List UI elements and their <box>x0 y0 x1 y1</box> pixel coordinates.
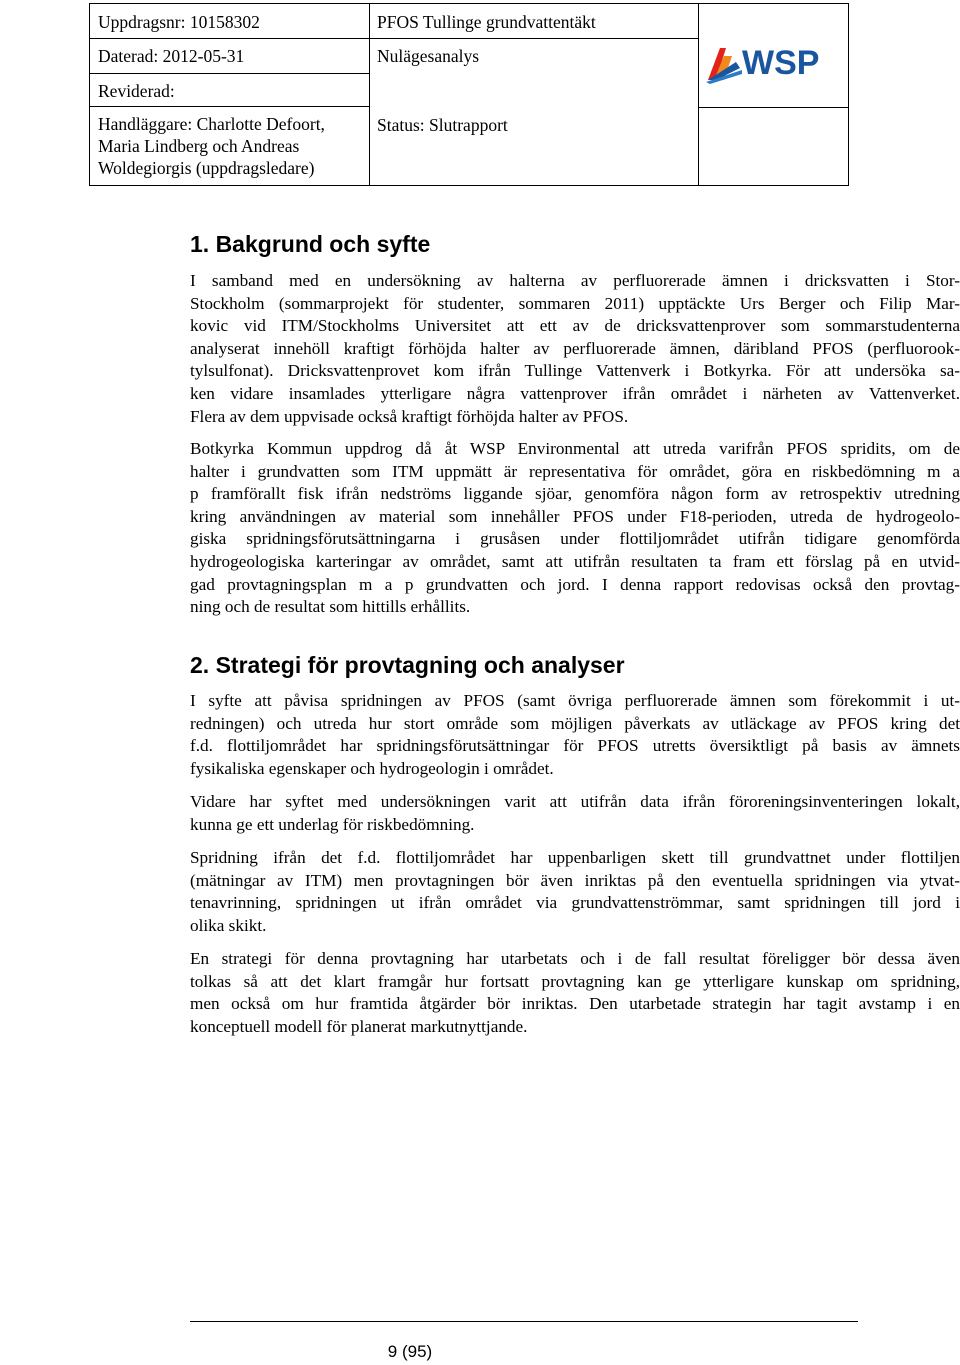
handlers <box>90 107 369 185</box>
text-line: Stockholm (sommarprojekt för studenter, sommaren 2011) upptäckte Urs Berger och Filip Mar- <box>190 293 960 313</box>
text-line: gad provtagningsplan m a p grundvatten och jord. I denna rapport redovisas också den provtag- <box>190 574 960 594</box>
text-line: Flera av dem uppvisade också kraftigt förhöjda halter av PFOS. <box>190 406 629 426</box>
text-line: En strategi för denna provtagning har utarbetats och i de fall resultat föreligger bör dessa även <box>190 949 960 968</box>
text-line: f.d. flottiljområdet har spridningsförutsättningar för PFOS utretts översiktligt på basis av ämnets <box>190 736 960 756</box>
page-number: 9 (95) <box>387 1342 433 1361</box>
text-line: Botkyrka Kommun uppdrog då åt WSP Environmental att utreda varifrån PFOS spridits, om de <box>190 439 960 458</box>
text-line: halter i grundvatten som ITM uppmätt är representativa för området, göra en riskbedömning m a <box>190 461 960 481</box>
section-title-strategy: 2. Strategi för provtagning och analyser <box>190 652 625 678</box>
paragraph <box>190 690 960 780</box>
paragraph <box>190 438 960 619</box>
header-column-project <box>369 4 699 185</box>
logo-text: WSP <box>742 44 820 82</box>
text-line: redningen) och utreda hur stort område som möjligen påverkats av utläckage av PFOS kring det <box>190 713 960 733</box>
assignment-number: Uppdragsnr: 10158302 <box>90 4 369 39</box>
paragraph <box>190 270 960 428</box>
text-line: I samband med en undersökning av halterna av perfluorerade ämnen i dricksvatten i Stor- <box>190 271 960 290</box>
text-line: konceptuell modell för planerat markutnyttjande. <box>190 1016 528 1036</box>
date: Daterad: 2012-05-31 <box>90 39 369 74</box>
text-line: ning och de resultat som hittills erhållits. <box>190 597 471 617</box>
text-line: analyserat innehöll kraftigt förhöjda halter av perfluorerade ämnen, däribland PFOS (perfluorook- <box>190 338 960 358</box>
text-line: tylsulfonat). Dricksvattenprovet kom ifrån Tullinge Vattenverk i Botkyrka. För att undersöka sa- <box>190 361 960 381</box>
text-line: p framförallt fisk ifrån nedströms liggande sjöar, genomföra någon form av retrospektiv utredning <box>190 484 960 504</box>
header-column-logo <box>698 4 848 185</box>
text-line: giska spridningsförutsättningarna i grusåsen under flottiljområdet utifrån tidigare genomförda <box>190 529 960 549</box>
handler-line: Handläggare: Charlotte Defoort, <box>98 114 325 134</box>
text-line: (mätningar av ITM) men provtagningen bör även inriktas på den eventuella spridningen via ytvat- <box>190 870 960 890</box>
wsp-logo <box>706 40 836 84</box>
header-column-meta <box>90 4 370 185</box>
text-line: I syfte att påvisa spridningen av PFOS (samt övriga perfluorerade ämnen som förekommit i ut- <box>190 691 960 710</box>
text-line: kring användningen av material som innehåller PFOS under F18-perioden, utreda de hydrogeolo- <box>190 506 960 526</box>
report-subtitle: Nulägesanalys <box>377 46 480 66</box>
text-line: Vidare har syftet med undersökningen varit att utifrån data ifrån föroreningsinventeringen lokalt, <box>190 792 960 811</box>
report-status: Status: Slutrapport <box>377 115 508 135</box>
text-line: tolkas så att det klart framgår hur fortsatt provtagning kan ge ytterligare kunskap om spridning, <box>190 971 960 991</box>
footer-divider <box>190 1321 858 1322</box>
document-header-table <box>89 3 849 186</box>
revised: Reviderad: <box>90 74 369 107</box>
paragraph <box>190 948 960 1038</box>
logo-cell <box>698 4 848 108</box>
text-line: fysikaliska egenskaper och hydrogeologin i området. <box>190 758 554 778</box>
text-line: hydrogeologiska karteringar av området, samt att utifrån resultaten ta fram ett förslag på en utvid- <box>190 551 960 571</box>
handler-line: Maria Lindberg och Andreas <box>98 136 300 156</box>
text-line: kovic vid ITM/Stockholms Universitet att ett av de dricksvattenprover som sommarstudenterna <box>190 316 960 336</box>
text-line: ken vidare insamlades ytterligare några vattenprover ifrån området i närheten av Vattenverket. <box>190 383 960 403</box>
section-title-background: 1. Bakgrund och syfte <box>190 231 431 257</box>
text-line: Spridning ifrån det f.d. flottiljområdet har uppenbarligen skett till grundvattnet under flottiljen <box>190 848 960 867</box>
paragraph <box>190 847 960 937</box>
project-name: PFOS Tullinge grundvattentäkt <box>369 4 698 39</box>
text-line: men också om hur framtida åtgärder bör inriktas. Den utarbetade strategin har tagit avstamp i en <box>190 994 960 1014</box>
text-line: olika skikt. <box>190 915 267 935</box>
text-line: kunna ge ett underlag för riskbedömning. <box>190 814 475 834</box>
paragraph <box>190 791 960 836</box>
handler-line: Woldegiorgis (uppdragsledare) <box>98 158 315 178</box>
status-area <box>369 74 698 185</box>
text-line: tenavrinning, spridningen ut ifrån området via grundvattenströmmar, samt spridningen till jord i <box>190 893 960 913</box>
